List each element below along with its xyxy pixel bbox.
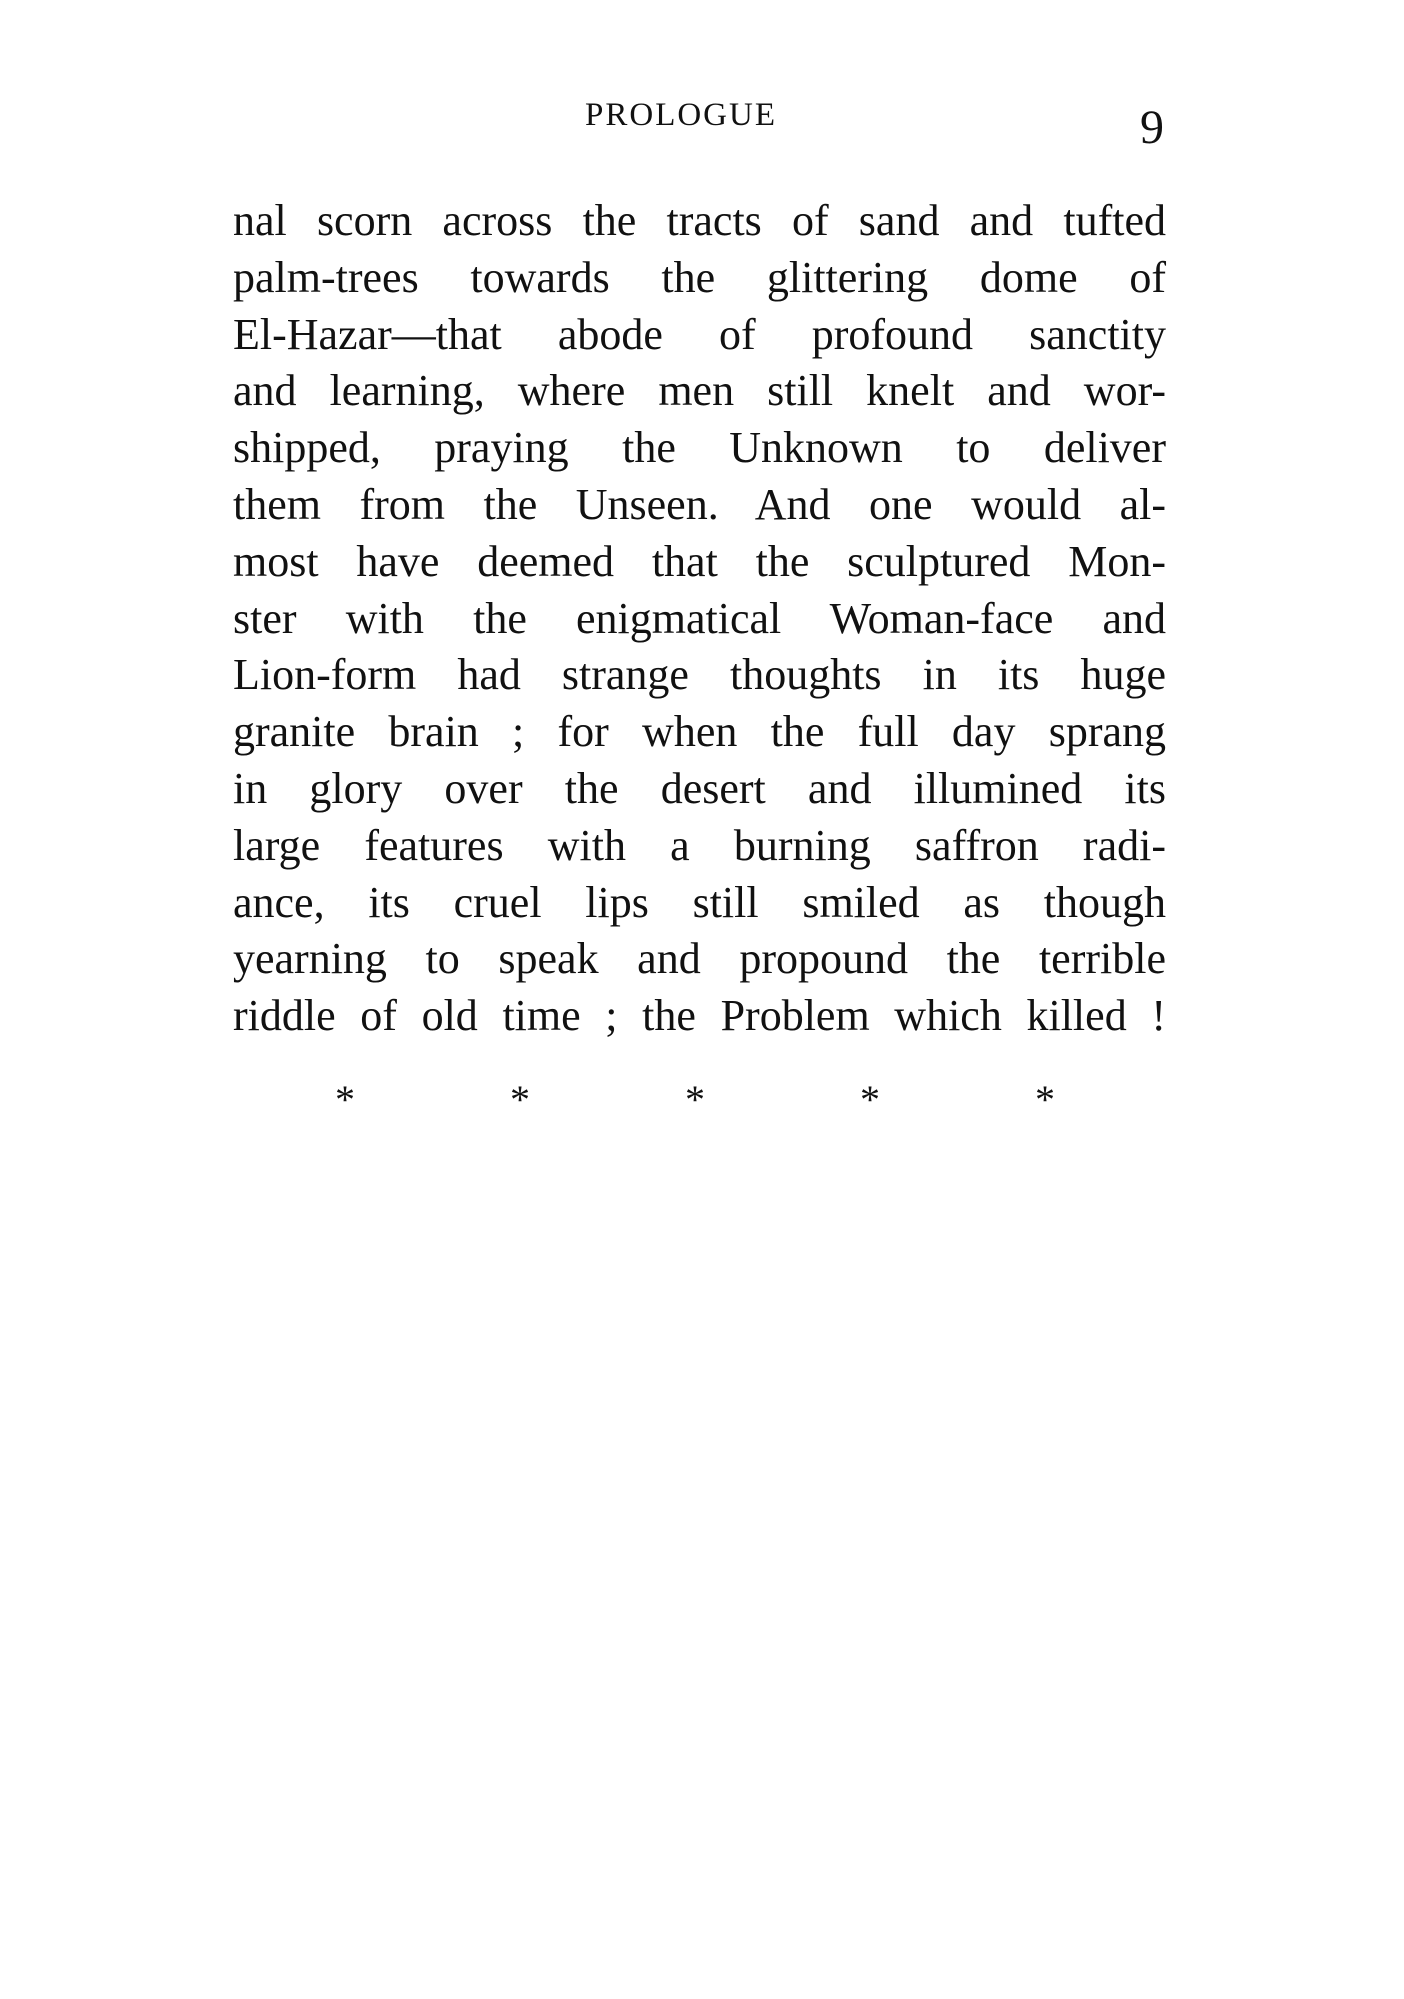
text-line: shipped, praying the Unknown to deliver [233,423,1166,473]
page-title: PROLOGUE [585,97,778,133]
text-line: and learning, where men still knelt and wor- [233,366,1166,416]
text-line: yearning to speak and propound the terrible [233,934,1166,984]
asterisk-mark: * [510,1077,530,1122]
asterisk-mark: * [1035,1077,1055,1122]
text-line: most have deemed that the sculptured Mon- [233,536,1166,586]
text-line: large features with a burning saffron radi- [233,820,1166,870]
text-line: riddle of old time ; the Problem which killed ! [233,991,1166,1041]
asterisk-mark: * [335,1077,355,1122]
page-number: 9 [1140,101,1164,154]
text-line: El-Hazar—that abode of profound sanctity [233,309,1166,359]
text-line: granite brain ; for when the full day sprang [233,707,1166,757]
text-line: ster with the enigmatical Woman-face and [233,593,1166,643]
text-line: in glory over the desert and illumined its [233,763,1166,813]
asterisk-mark: * [860,1077,880,1122]
text-line: palm-trees towards the glittering dome of [233,252,1166,302]
asterisk-mark: * [685,1077,705,1122]
body-text [233,193,1166,1045]
section-separator [335,1077,1055,1122]
text-line: nal scorn across the tracts of sand and tufted [233,196,1166,245]
text-line: ance, its cruel lips still smiled as though [233,877,1166,927]
text-line: them from the Unseen. And one would al- [233,479,1166,529]
text-line: Lion-form had strange thoughts in its huge [233,650,1166,700]
